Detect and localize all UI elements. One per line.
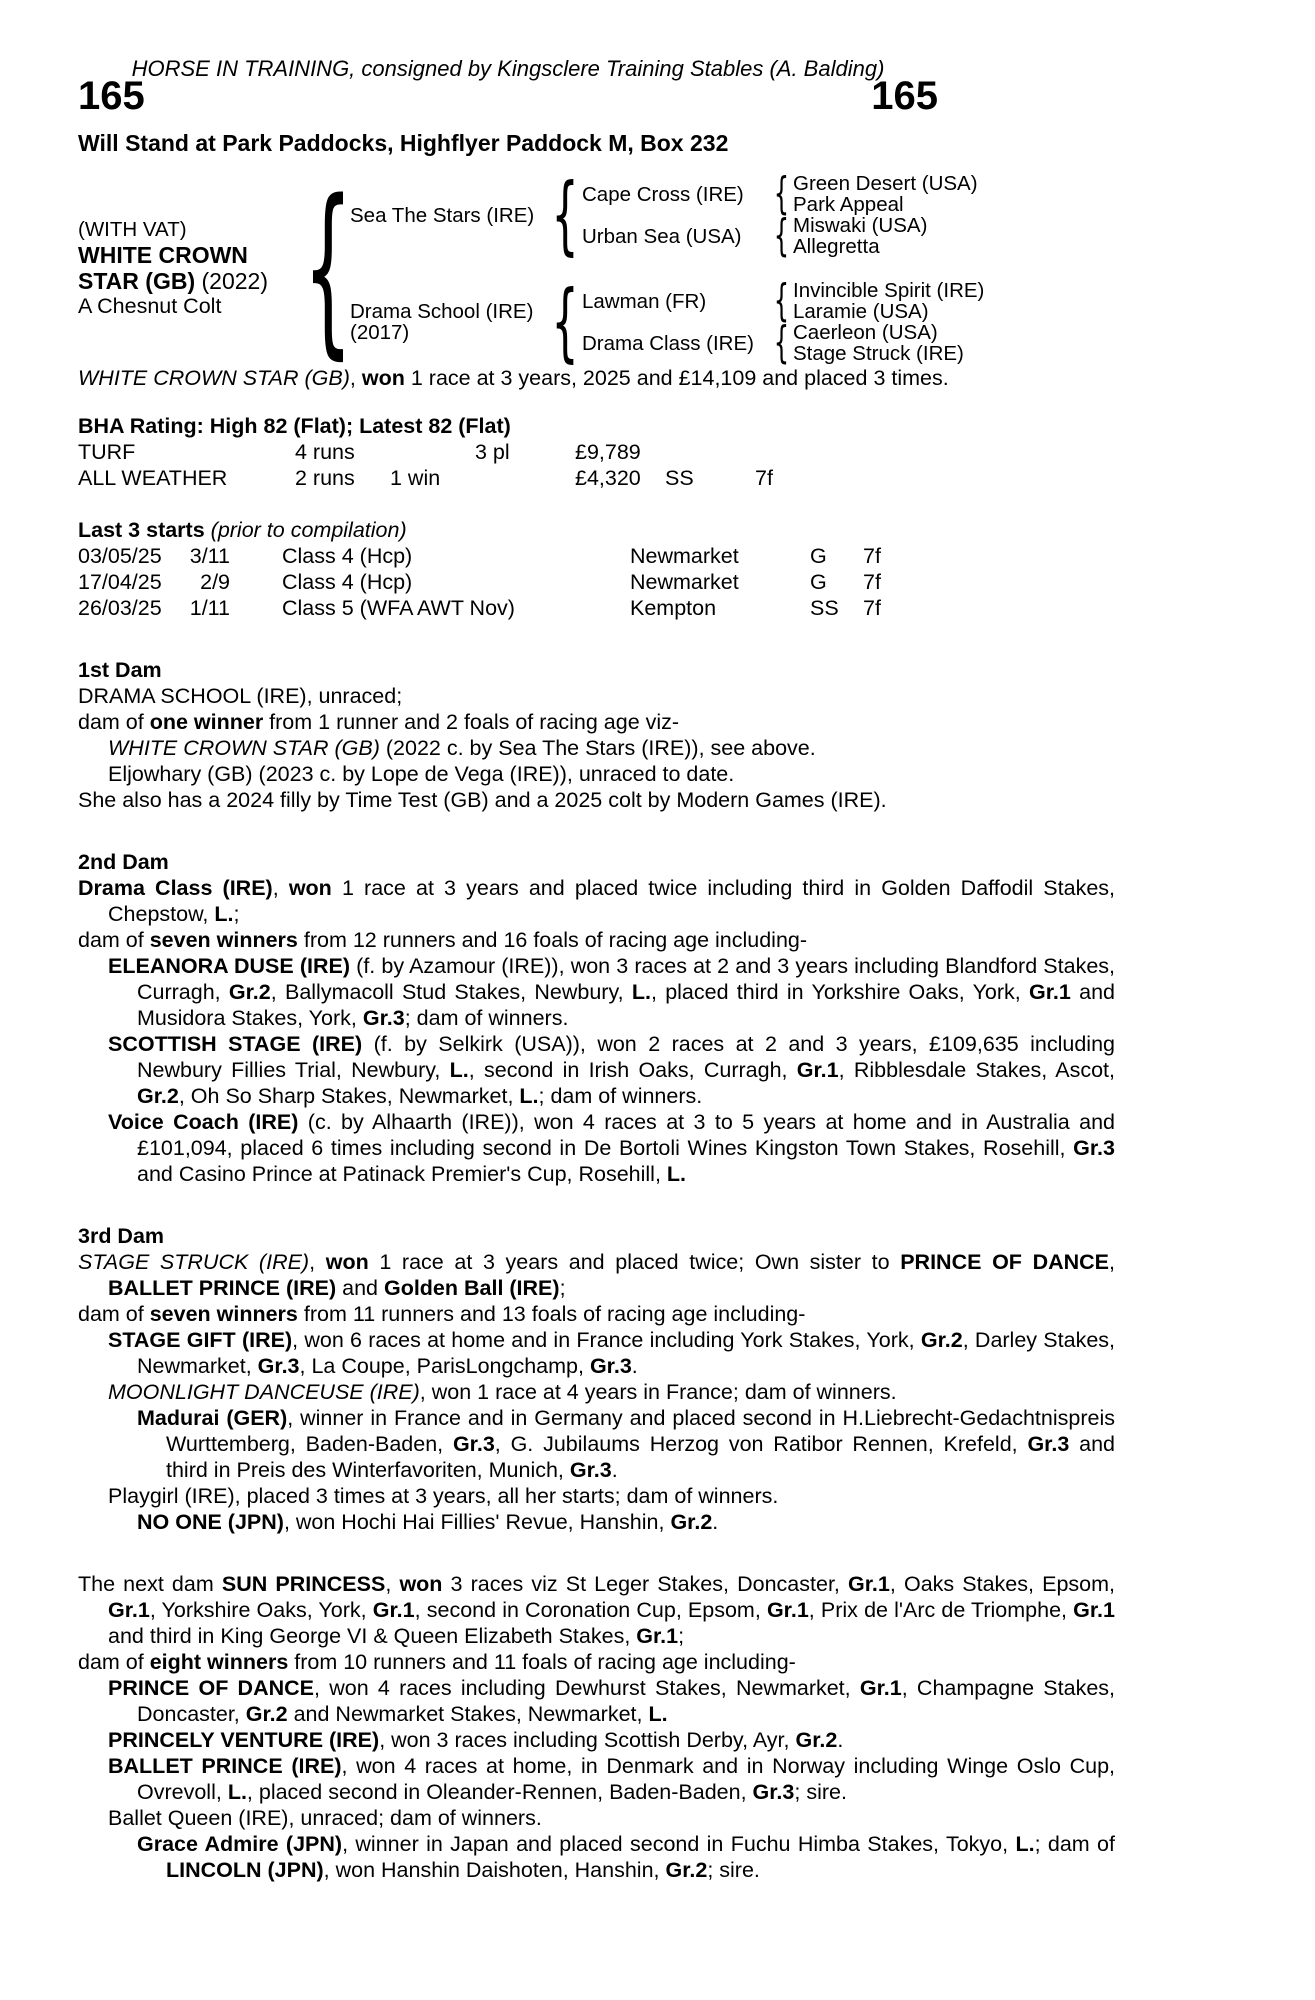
- text-segment: .: [712, 1510, 719, 1534]
- grandparent-name: Lawman (FR): [582, 289, 707, 313]
- great-grandparent-name: Invincible Spirit (IRE): [793, 279, 985, 302]
- pedigree-paragraph: [78, 1675, 1115, 1727]
- text-segment: ,: [385, 1572, 400, 1596]
- start-class: Class 5 (WFA AWT Nov): [282, 596, 515, 620]
- text-segment: BALLET PRINCE (IRE): [108, 1754, 342, 1778]
- text-segment: Gr.3: [452, 1432, 495, 1456]
- text-segment: from 12 runners and 16 foals of racing age including-: [297, 928, 808, 952]
- text-segment: Gr.3: [362, 1006, 405, 1030]
- text-segment: seven winners: [149, 1302, 298, 1326]
- sire-name: Sea The Stars (IRE): [350, 203, 535, 227]
- text-segment: WHITE CROWN STAR (GB): [108, 736, 380, 760]
- text-segment: , Prix de l'Arc de Triomphe,: [808, 1598, 1074, 1622]
- start-row: [78, 569, 1115, 595]
- pedigree-parents-column: [350, 165, 985, 372]
- start-position: 2/9: [200, 570, 230, 594]
- pedigree-paragraph: [78, 1379, 1115, 1405]
- start-date: 03/05/25: [78, 544, 162, 568]
- pedigree-paragraph: [78, 709, 1115, 735]
- pedigree-paragraph: [78, 1301, 1115, 1327]
- start-course: Newmarket: [630, 544, 739, 568]
- text-segment: , winner in Japan and placed second in Fuchu Himba Stakes, Tokyo,: [342, 1832, 1016, 1856]
- text-segment: , won Hochi Hai Fillies' Revue, Hanshin,: [283, 1510, 671, 1534]
- section-heading: 2nd Dam: [78, 850, 169, 874]
- text-segment: STAGE GIFT (IRE): [108, 1328, 293, 1352]
- text-segment: Gr.2: [795, 1728, 838, 1752]
- text-segment: Gr.2: [670, 1510, 713, 1534]
- consignor-line: HORSE IN TRAINING, consigned by Kingsclere Training Stables (A. Balding): [131, 56, 885, 81]
- going-value: SS: [665, 466, 694, 490]
- text-segment: ; sire.: [794, 1780, 847, 1804]
- pedigree-paragraph: [78, 1483, 1115, 1509]
- text-segment: ; sire.: [707, 1858, 760, 1882]
- text-segment: won: [361, 366, 405, 390]
- great-grandparents: [793, 322, 964, 364]
- text-segment: L.: [214, 902, 234, 926]
- text-segment: NO ONE (JPN): [137, 1510, 284, 1534]
- pedigree-paragraph: [78, 1249, 1115, 1301]
- text-segment: Gr.3: [752, 1780, 795, 1804]
- text-segment: She also has a 2024 filly by Time Test (GB) and a 2025 colt by Modern Games (IRE).: [78, 788, 887, 812]
- great-grandparent-name: Park Appeal: [793, 193, 904, 216]
- great-grandparents: [793, 215, 927, 257]
- text-segment: and third in King George VI & Queen Elizabeth Stakes,: [108, 1624, 637, 1648]
- foaling-year: (2022): [201, 267, 268, 294]
- surface-label: ALL WEATHER: [78, 466, 228, 490]
- grandparent-name: Cape Cross (IRE): [582, 182, 744, 206]
- grandsire-group: [582, 275, 985, 326]
- text-segment: 1 race at 3 years, 2025 and £14,109 and placed 3 times.: [404, 366, 949, 390]
- text-segment: L.: [449, 1058, 469, 1082]
- text-segment: Gr.2: [665, 1858, 708, 1882]
- text-segment: dam of: [78, 710, 150, 734]
- text-segment: MOONLIGHT DANCEUSE (IRE): [108, 1380, 420, 1404]
- bha-rating-block: [78, 413, 1115, 491]
- text-segment: Gr.1: [766, 1598, 809, 1622]
- text-segment: Gr.1: [1029, 980, 1071, 1004]
- text-segment: Gr.3: [1073, 1136, 1115, 1160]
- sire-group: [350, 165, 984, 265]
- great-grandparent-name: Caerleon (USA): [793, 321, 938, 344]
- pedigree-paragraph: [78, 761, 1115, 787]
- wins-value: 1 win: [390, 466, 441, 490]
- text-segment: (f. by Selkirk (USA)), won 2 races at 2 and 3 years, £109,635 including Newbury Fillies Trial, Newbury,: [137, 1032, 1115, 1082]
- text-segment: Gr.2: [245, 1702, 288, 1726]
- horse-name-line: [78, 242, 306, 294]
- text-segment: and third in Preis des Winterfavoriten, Munich,: [166, 1432, 1115, 1482]
- pedigree-paragraph: [78, 1805, 1115, 1831]
- great-grandparent-name: Miswaki (USA): [793, 214, 928, 237]
- surface-label: TURF: [78, 440, 136, 464]
- last-starts-block: [78, 517, 1115, 621]
- third-dam-section: [78, 1223, 1115, 1535]
- text-segment: ;: [678, 1624, 685, 1648]
- text-segment: 1 race at 3 years and placed twice; Own sister to: [368, 1250, 901, 1274]
- text-segment: ,: [309, 1250, 326, 1274]
- text-segment: , Ballymacoll Stud Stakes, Newbury,: [270, 980, 632, 1004]
- dam-grandparents: [582, 275, 985, 368]
- text-segment: Golden Ball (IRE): [383, 1276, 560, 1300]
- pedigree-paragraph: [78, 787, 1115, 813]
- places-value: [475, 465, 575, 491]
- text-segment: ,: [349, 366, 362, 390]
- text-segment: , Darley Stakes, Newmarket,: [137, 1328, 1115, 1378]
- dam-year: (2017): [350, 321, 410, 344]
- pedigree-paragraph: [78, 1831, 1115, 1883]
- start-going: G: [810, 570, 827, 594]
- wins-value: [390, 439, 475, 465]
- text-segment: Gr.3: [1027, 1432, 1070, 1456]
- text-segment: won: [399, 1572, 443, 1596]
- pedigree-paragraph: [78, 1649, 1115, 1675]
- text-segment: PRINCELY VENTURE (IRE): [108, 1728, 380, 1752]
- text-segment: Drama Class (IRE): [78, 876, 273, 900]
- dam-brace: {: [551, 272, 579, 372]
- stand-location-line: Will Stand at Park Paddocks, Highflyer Paddock M, Box 232: [78, 130, 729, 156]
- text-segment: from 10 runners and 11 foals of racing age including-: [288, 1650, 796, 1674]
- text-segment: dam of: [78, 1302, 150, 1326]
- text-segment: dam of: [78, 1650, 150, 1674]
- text-segment: Eljowhary (GB) (2023 c. by Lope de Vega (IRE)), unraced to date.: [108, 762, 735, 786]
- text-segment: and Newmarket Stakes, Newmarket,: [287, 1702, 649, 1726]
- text-segment: (c. by Alhaarth (IRE)), won 4 races at 3 to 5 years at home and in Australia and £101,094, placed 6 times including second in De Bortoli Wines Kingston Town Stakes, Rosehill,: [137, 1110, 1115, 1160]
- start-position: 1/11: [189, 596, 230, 620]
- grandparent-brace: {: [773, 168, 790, 219]
- great-grandparent-name: Laramie (USA): [793, 300, 929, 323]
- dam-group: [350, 272, 985, 372]
- text-segment: , won 4 races including Dewhurst Stakes, Newmarket,: [314, 1676, 860, 1700]
- text-segment: .: [837, 1728, 844, 1752]
- great-grandparents: [793, 173, 978, 215]
- text-segment: SUN PRINCESS: [221, 1572, 386, 1596]
- pedigree-table: [78, 160, 1315, 376]
- pedigree-paragraph: [78, 1031, 1115, 1109]
- text-segment: , G. Jubilaums Herzog von Ratibor Rennen, Krefeld,: [494, 1432, 1028, 1456]
- last-starts-note: (prior to compilation): [210, 518, 407, 542]
- pedigree-paragraph: [78, 927, 1115, 953]
- next-dam-section: [78, 1571, 1115, 1883]
- bha-rating-heading: BHA Rating: High 82 (Flat); Latest 82 (Flat): [78, 414, 511, 438]
- great-grandparent-name: Stage Struck (IRE): [793, 342, 964, 365]
- text-segment: and Casino Prince at Patinack Premier's Cup, Rosehill,: [137, 1162, 667, 1186]
- text-segment: , Yorkshire Oaks, York,: [149, 1598, 373, 1622]
- text-segment: ,: [272, 876, 289, 900]
- text-segment: ; dam of: [1034, 1832, 1115, 1856]
- text-segment: , second in Coronation Cup, Epsom,: [414, 1598, 767, 1622]
- text-segment: BALLET PRINCE (IRE): [108, 1276, 337, 1300]
- grandparent-name: Urban Sea (USA): [582, 224, 742, 248]
- text-segment: , won 4 races at home, in Denmark and in Norway including Winge Oslo Cup, Ovrevoll,: [137, 1754, 1115, 1804]
- grandsire-group: [582, 168, 978, 219]
- start-distance: 7f: [863, 570, 881, 594]
- pedigree-paragraph: [78, 1405, 1115, 1483]
- pedigree-paragraph: [78, 1727, 1115, 1753]
- text-segment: The next dam: [78, 1572, 222, 1596]
- grandparent-brace: {: [773, 275, 790, 326]
- pedigree-paragraph: [78, 1327, 1115, 1379]
- text-segment: LINCOLN (JPN): [166, 1858, 324, 1882]
- text-segment: DRAMA SCHOOL (IRE), unraced;: [78, 684, 403, 708]
- text-segment: L.: [227, 1780, 247, 1804]
- great-grandparent-name: Green Desert (USA): [793, 172, 978, 195]
- pedigree-paragraph: [78, 1509, 1115, 1535]
- text-segment: L.: [519, 1084, 539, 1108]
- text-segment: , won 6 races at home and in France including York Stakes, York,: [292, 1328, 921, 1352]
- section-heading: 3rd Dam: [78, 1224, 165, 1248]
- text-segment: ,: [1109, 1250, 1115, 1274]
- text-segment: L.: [666, 1162, 687, 1186]
- text-segment: and: [336, 1276, 384, 1300]
- text-segment: seven winners: [149, 928, 298, 952]
- text-segment: ELEANORA DUSE (IRE): [108, 954, 351, 978]
- text-segment: Ballet Queen (IRE), unraced; dam of winners.: [108, 1806, 542, 1830]
- text-segment: one winner: [149, 710, 264, 734]
- runs-value: 2 runs: [295, 466, 355, 490]
- text-segment: , La Coupe, ParisLongchamp,: [299, 1354, 590, 1378]
- text-segment: , Oh So Sharp Stakes, Newmarket,: [178, 1084, 520, 1108]
- text-segment: , won 1 race at 4 years in France; dam of winners.: [419, 1380, 897, 1404]
- text-segment: from 1 runner and 2 foals of racing age viz-: [263, 710, 680, 734]
- text-segment: Gr.1: [108, 1598, 150, 1622]
- text-segment: Gr.1: [796, 1058, 839, 1082]
- text-segment: and Musidora Stakes, York,: [137, 980, 1115, 1030]
- lot-number-left: 165: [78, 74, 145, 118]
- start-going: G: [810, 544, 827, 568]
- text-segment: dam of: [78, 928, 150, 952]
- text-segment: (f. by Azamour (IRE)), won 3 races at 2 and 3 years including Blandford Stakes, Curragh,: [137, 954, 1116, 1004]
- page-body: [0, 365, 1315, 1883]
- page-header: [78, 0, 938, 156]
- earnings-value: £9,789: [575, 440, 641, 464]
- pedigree-paragraph: [78, 875, 1115, 927]
- text-segment: WHITE CROWN STAR (GB): [78, 366, 350, 390]
- text-segment: L.: [631, 980, 651, 1004]
- start-distance: 7f: [863, 544, 881, 568]
- start-date: 26/03/25: [78, 596, 162, 620]
- start-class: Class 4 (Hcp): [282, 544, 413, 568]
- distance-value: 7f: [755, 466, 773, 490]
- start-course: Kempton: [630, 596, 717, 620]
- great-grandparents: [793, 280, 984, 322]
- text-segment: .: [611, 1458, 618, 1482]
- runs-value: 4 runs: [295, 440, 355, 464]
- text-segment: Playgirl (IRE), placed 3 times at 3 years, all her starts; dam of winners.: [108, 1484, 779, 1508]
- text-segment: PRINCE OF DANCE: [900, 1250, 1110, 1274]
- start-distance: 7f: [863, 596, 881, 620]
- text-segment: Gr.1: [636, 1624, 679, 1648]
- text-segment: Gr.2: [228, 980, 271, 1004]
- text-segment: SCOTTISH STAGE (IRE): [108, 1032, 363, 1056]
- text-segment: , placed third in Yorkshire Oaks, York,: [650, 980, 1030, 1004]
- text-segment: eight winners: [149, 1650, 289, 1674]
- sire-grandparents: [582, 168, 978, 261]
- granddam-group: [582, 210, 978, 261]
- text-segment: Gr.2: [137, 1084, 179, 1108]
- text-segment: Gr.1: [372, 1598, 415, 1622]
- start-class: Class 4 (Hcp): [282, 570, 413, 594]
- text-segment: , Oaks Stakes, Epsom,: [889, 1572, 1115, 1596]
- start-going: SS: [810, 596, 839, 620]
- text-segment: 3 races viz St Leger Stakes, Doncaster,: [442, 1572, 849, 1596]
- text-segment: ; dam of winners.: [404, 1006, 569, 1030]
- text-segment: Gr.1: [859, 1676, 902, 1700]
- start-date: 17/04/25: [78, 570, 162, 594]
- grandparent-brace: {: [773, 210, 790, 261]
- great-grandparent-name: Allegretta: [793, 235, 880, 258]
- text-segment: PRINCE OF DANCE: [108, 1676, 314, 1700]
- granddam-group: [582, 317, 984, 368]
- text-segment: , Ribblesdale Stakes, Ascot,: [838, 1058, 1115, 1082]
- text-segment: ;: [559, 1276, 566, 1300]
- text-segment: , won 3 races including Scottish Derby, Ayr,: [379, 1728, 796, 1752]
- last-starts-title: Last 3 starts: [78, 518, 205, 542]
- pedigree-paragraph: [78, 683, 1115, 709]
- text-segment: Grace Admire (JPN): [137, 1832, 343, 1856]
- dam-name: Drama School (IRE): [350, 300, 534, 323]
- horse-details: [78, 219, 306, 319]
- text-segment: from 11 runners and 13 foals of racing age including-: [297, 1302, 806, 1326]
- bha-row-turf: [78, 439, 1115, 465]
- text-segment: Madurai (GER): [137, 1406, 288, 1430]
- last-starts-heading: [78, 517, 1115, 543]
- text-segment: 1 race at 3 years and placed twice including third in Golden Daffodil Stakes, Chepstow,: [108, 876, 1115, 926]
- dam-sections-container: [78, 657, 1115, 1883]
- grandparent-name: Drama Class (IRE): [582, 331, 754, 355]
- text-segment: Gr.3: [257, 1354, 300, 1378]
- lot-number-right: 165: [871, 74, 938, 118]
- text-segment: L.: [648, 1702, 668, 1726]
- pedigree-paragraph: [78, 1571, 1115, 1649]
- text-segment: Voice Coach (IRE): [108, 1110, 299, 1134]
- vat-note: (WITH VAT): [78, 217, 187, 241]
- start-row: [78, 543, 1115, 569]
- text-segment: won: [325, 1250, 369, 1274]
- text-segment: , winner in France and in Germany and placed second in H.Liebrecht-Gedachtnispreis Wurttemberg, Baden-Baden,: [166, 1406, 1115, 1456]
- text-segment: won: [288, 876, 332, 900]
- text-segment: L.: [1015, 1832, 1035, 1856]
- text-segment: Gr.3: [569, 1458, 612, 1482]
- text-segment: , won Hanshin Daishoten, Hanshin,: [323, 1858, 666, 1882]
- grandparent-brace: {: [773, 317, 790, 368]
- section-heading: 1st Dam: [78, 658, 162, 682]
- horse-name: WHITE CROWN STAR (GB): [78, 241, 248, 294]
- text-segment: ; dam of winners.: [538, 1084, 703, 1108]
- bha-row-all-weather: [78, 465, 1115, 491]
- text-segment: , second in Irish Oaks, Curragh,: [468, 1058, 797, 1082]
- horse-description: A Chesnut Colt: [78, 293, 222, 318]
- pedigree-paragraph: [78, 1109, 1115, 1187]
- race-record-summary: [78, 365, 1115, 391]
- pedigree-paragraph: [78, 1753, 1115, 1805]
- dam-name-block: [350, 301, 548, 343]
- pedigree-main-brace: {: [303, 160, 353, 376]
- text-segment: ;: [233, 902, 240, 926]
- text-segment: STAGE STRUCK (IRE): [78, 1250, 310, 1274]
- pedigree-paragraph: [78, 953, 1115, 1031]
- places-value: 3 pl: [475, 440, 510, 464]
- sire-brace: {: [551, 165, 579, 265]
- text-segment: , Champagne Stakes, Doncaster,: [137, 1676, 1115, 1726]
- pedigree-paragraph: [78, 735, 1115, 761]
- text-segment: Gr.1: [1073, 1598, 1115, 1622]
- first-dam-section: [78, 657, 1115, 813]
- text-segment: , placed second in Oleander-Rennen, Baden-Baden,: [246, 1780, 753, 1804]
- start-position: 3/11: [189, 544, 230, 568]
- start-row: [78, 595, 1115, 621]
- second-dam-section: [78, 849, 1115, 1187]
- text-segment: Gr.1: [848, 1572, 890, 1596]
- text-segment: (2022 c. by Sea The Stars (IRE)), see above.: [379, 736, 816, 760]
- earnings-value: £4,320: [575, 466, 641, 490]
- start-course: Newmarket: [630, 570, 739, 594]
- text-segment: Gr.2: [920, 1328, 963, 1352]
- text-segment: Gr.3: [589, 1354, 632, 1378]
- going-value: [665, 439, 755, 465]
- distance-value: [755, 439, 1115, 465]
- text-segment: .: [631, 1354, 638, 1378]
